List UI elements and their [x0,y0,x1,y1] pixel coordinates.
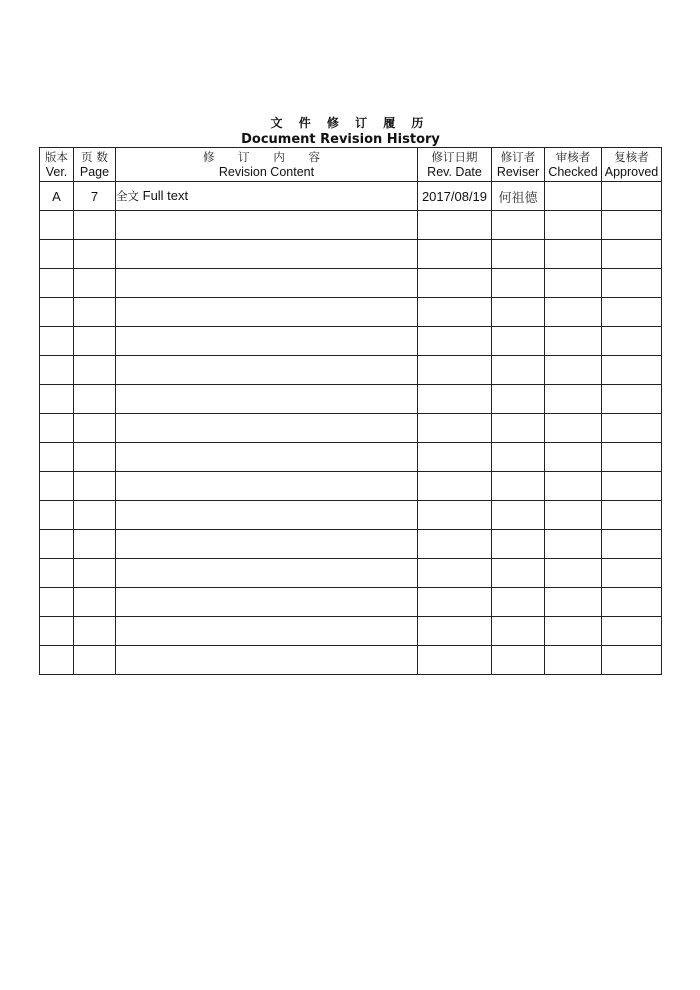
cell-revision-content [116,240,418,269]
cell-rev-date [418,443,492,472]
cell-checked [545,472,602,501]
cell-version [40,211,74,240]
cell-page [74,559,116,588]
cell-reviser [492,588,545,617]
column-header-cn: 修 订 内 容 [203,149,330,164]
cell-page [74,327,116,356]
cell-version [40,327,74,356]
cell-checked [545,617,602,646]
cell-version [40,298,74,327]
cell-checked [545,385,602,414]
cell-reviser [492,385,545,414]
column-header-checked [545,148,602,182]
cell-rev-date [418,472,492,501]
cell-checked [545,182,602,211]
cell-rev-date [418,385,492,414]
cell-approved [602,443,662,472]
table-header-row [40,148,662,182]
cell-page [74,646,116,675]
cell-checked [545,211,602,240]
cell-revision-content [116,472,418,501]
cell-revision-content [116,414,418,443]
cell-reviser [492,356,545,385]
cell-approved [602,530,662,559]
column-header-en: Page [79,164,110,179]
cell-rev-date [418,356,492,385]
cell-revision-content [116,269,418,298]
cell-approved [602,414,662,443]
cell-page [74,530,116,559]
column-header-en: Revision Content [218,164,315,179]
cell-rev-date [418,298,492,327]
cell-version [40,588,74,617]
cell-checked [545,414,602,443]
table-row-empty [40,240,662,269]
cell-approved [602,588,662,617]
cell-checked [545,240,602,269]
table-row-empty [40,356,662,385]
cell-approved [602,269,662,298]
cell-version [40,240,74,269]
cell-page [74,443,116,472]
cell-revision-content [116,182,418,211]
cell-page [74,240,116,269]
cell-reviser [492,211,545,240]
cell-approved [602,472,662,501]
cell-reviser [492,327,545,356]
cell-page [74,298,116,327]
cell-approved [602,356,662,385]
cell-approved [602,385,662,414]
cell-approved [602,327,662,356]
cell-revision-content [116,501,418,530]
cell-version [40,559,74,588]
cell-version: A [40,182,74,211]
cell-revision-content [116,298,418,327]
cell-page [74,211,116,240]
cell-revision-content [116,443,418,472]
cell-rev-date [418,617,492,646]
column-header-reviser [492,148,545,182]
cell-checked [545,327,602,356]
cell-reviser [492,646,545,675]
cell-approved [602,182,662,211]
cell-checked [545,269,602,298]
cell-checked [545,588,602,617]
cell-rev-date [418,211,492,240]
cell-approved [602,501,662,530]
cell-rev-date [418,501,492,530]
cell-reviser [492,472,545,501]
cell-rev-date [418,327,492,356]
cell-approved [602,617,662,646]
table-row-empty [40,646,662,675]
cell-reviser: 何祖德 [492,182,545,211]
table-row-empty [40,559,662,588]
column-header-cn: 审核者 [555,149,591,164]
cell-version [40,472,74,501]
column-header-page [74,148,116,182]
cell-page [74,414,116,443]
column-header-approved [602,148,662,182]
table-row-empty [40,385,662,414]
cell-approved [602,646,662,675]
cell-revision-content [116,356,418,385]
cell-version [40,443,74,472]
cell-page: 7 [74,182,116,211]
cell-checked [545,559,602,588]
column-header-version [40,148,74,182]
table-row-empty [40,211,662,240]
cell-page [74,588,116,617]
cell-page [74,356,116,385]
table-row-empty [40,269,662,298]
cell-reviser [492,443,545,472]
cell-approved [602,240,662,269]
cell-rev-date [418,530,492,559]
revision-history-table [39,147,662,675]
cell-rev-date [418,646,492,675]
table-row-empty [40,443,662,472]
cell-revision-content [116,385,418,414]
cell-revision-content [116,617,418,646]
cell-reviser [492,414,545,443]
table-row-empty [40,327,662,356]
cell-reviser [492,240,545,269]
cell-page [74,617,116,646]
column-header-en: Checked [548,164,598,179]
cell-approved [602,298,662,327]
cell-page [74,269,116,298]
column-header-en: Ver. [45,164,68,179]
cell-version [40,646,74,675]
column-header-cn: 页 数 [81,149,108,164]
cell-revision-content [116,327,418,356]
cell-page [74,501,116,530]
cell-rev-date [418,559,492,588]
table-row-empty [40,617,662,646]
cell-approved [602,559,662,588]
table-row-empty [40,530,662,559]
cell-rev-date [418,414,492,443]
cell-reviser [492,269,545,298]
table-row-empty [40,414,662,443]
table-row-empty [40,588,662,617]
cell-revision-content [116,530,418,559]
column-header-revision-content [116,148,418,182]
cell-reviser [492,617,545,646]
cell-reviser [492,298,545,327]
cell-version [40,501,74,530]
cell-checked [545,646,602,675]
column-header-en: Approved [604,164,659,179]
cell-version [40,414,74,443]
cell-rev-date: 2017/08/19 [418,182,492,211]
cell-reviser [492,501,545,530]
cell-revision-content [116,211,418,240]
table-row-empty [40,472,662,501]
column-header-en: Rev. Date [427,164,482,179]
cell-revision-content [116,646,418,675]
cell-rev-date [418,588,492,617]
cell-page [74,472,116,501]
cell-version [40,530,74,559]
cell-revision-content [116,559,418,588]
column-header-cn: 修订者 [500,149,536,164]
table-row-empty [40,298,662,327]
column-header-cn: 修订日期 [431,149,478,164]
cell-version [40,356,74,385]
revision-content-en: Full text [142,188,189,203]
cell-rev-date [418,269,492,298]
document-title-english: Document Revision History [241,132,440,147]
cell-rev-date [418,240,492,269]
revision-content-cn: 全文 [116,189,139,203]
table-row-empty [40,501,662,530]
cell-approved [602,211,662,240]
column-header-en: Reviser [496,164,540,179]
cell-checked [545,443,602,472]
cell-version [40,269,74,298]
cell-page [74,385,116,414]
cell-version [40,617,74,646]
cell-checked [545,356,602,385]
document-title-chinese: 文 件 修 订 履 历 [270,116,430,130]
cell-revision-content [116,588,418,617]
cell-checked [545,501,602,530]
cell-reviser [492,530,545,559]
cell-checked [545,298,602,327]
table-row [40,182,662,211]
cell-version [40,385,74,414]
column-header-rev-date [418,148,492,182]
cell-checked [545,530,602,559]
cell-reviser [492,559,545,588]
column-header-cn: 复核者 [614,149,649,164]
column-header-cn: 版本 [45,149,68,164]
